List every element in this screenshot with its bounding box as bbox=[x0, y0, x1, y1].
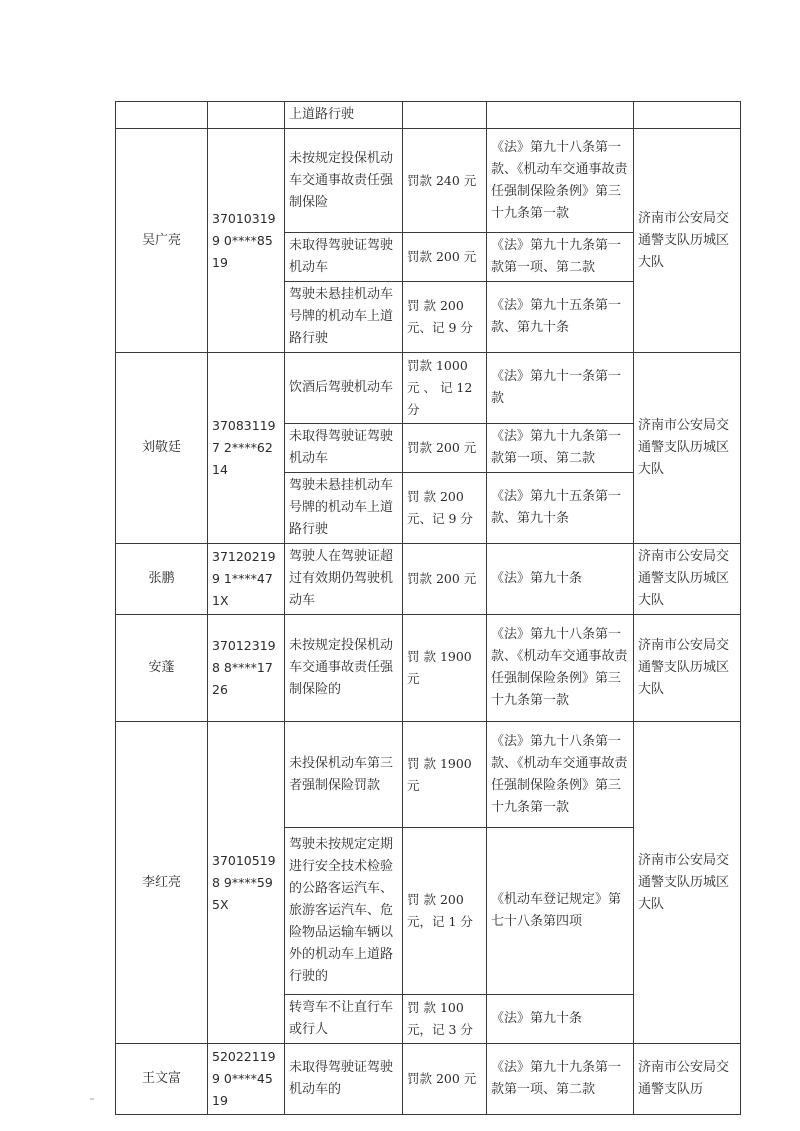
person-name: 张鹏 bbox=[116, 544, 208, 615]
penalty-cell: 罚款 200 元 bbox=[403, 544, 487, 615]
basis-cell: 《法》第九十一条第一款 bbox=[487, 353, 634, 424]
person-name: 王文富 bbox=[116, 1044, 208, 1115]
violation-cell: 驾驶未悬挂机动车号牌的机动车上道路行驶 bbox=[285, 282, 403, 353]
basis-cell: 《法》第九十五条第一款、第九十条 bbox=[487, 282, 634, 353]
table-row bbox=[116, 615, 741, 722]
penalty-cell: 罚 款 1900 元 bbox=[403, 615, 487, 722]
basis-cell: 《法》第九十条 bbox=[487, 544, 634, 615]
violation-table bbox=[115, 101, 741, 1115]
org-cell bbox=[634, 102, 741, 129]
person-name: 李红亮 bbox=[116, 722, 208, 1044]
person-name: 刘敬廷 bbox=[116, 353, 208, 544]
violation-cell: 驾驶人在驾驶证超过有效期仍驾驶机动车 bbox=[285, 544, 403, 615]
table-row bbox=[116, 353, 741, 424]
penalty-cell: 罚 款 200 元、记 9 分 bbox=[403, 282, 487, 353]
authority-cell: 济南市公安局交通警支队历城区大队 bbox=[634, 129, 741, 353]
id-number: 370105198 9****595X bbox=[208, 722, 285, 1044]
basis-cell: 《法》第九十九条第一款第一项、第二款 bbox=[487, 1044, 634, 1115]
penalty-cell: 罚 款 200 元，记 1 分 bbox=[403, 828, 487, 995]
authority-cell: 济南市公安局交通警支队历城区大队 bbox=[634, 615, 741, 722]
person-name: 吴广亮 bbox=[116, 129, 208, 353]
violation-cell: 驾驶未悬挂机动车号牌的机动车上道路行驶 bbox=[285, 473, 403, 544]
penalty-cell: 罚款 200 元 bbox=[403, 424, 487, 473]
penalty-cell: 罚款 1000 元 、 记 12 分 bbox=[403, 353, 487, 424]
table-row bbox=[116, 129, 741, 233]
violation-cell: 未投保机动车第三者强制保险罚款 bbox=[285, 722, 403, 828]
violation-cell: 未取得驾驶证驾驶机动车 bbox=[285, 233, 403, 282]
authority-cell: 济南市公安局交通警支队历 bbox=[634, 1044, 741, 1115]
violation-cell: 驾驶未按规定定期进行安全技术检验的公路客运汽车、旅游客运汽车、危险物品运输车辆以外的机动车上道路行驶的 bbox=[285, 828, 403, 995]
violation-cell: 未取得驾驶证驾驶机动车 bbox=[285, 424, 403, 473]
name-cell bbox=[116, 102, 208, 129]
authority-cell: 济南市公安局交通警支队历城区大队 bbox=[634, 353, 741, 544]
table-row bbox=[116, 1044, 741, 1115]
violation-cell: 饮酒后驾驶机动车 bbox=[285, 353, 403, 424]
basis-cell: 《法》第九十九条第一款第一项、第二款 bbox=[487, 424, 634, 473]
penalty-cell: 罚 款 100 元，记 3 分 bbox=[403, 995, 487, 1044]
id-number: 371202199 1****471X bbox=[208, 544, 285, 615]
basis-cell: 《机动车登记规定》第七十八条第四项 bbox=[487, 828, 634, 995]
person-name: 安蓬 bbox=[116, 615, 208, 722]
id-cell bbox=[208, 102, 285, 129]
basis-cell: 《法》第九十八条第一款、《机动车交通事故责任强制保险条例》第三十九条第一款 bbox=[487, 722, 634, 828]
authority-cell: 济南市公安局交通警支队历城区大队 bbox=[634, 544, 741, 615]
basis-cell: 《法》第九十八条第一款、《机动车交通事故责任强制保险条例》第三十九条第一款 bbox=[487, 129, 634, 233]
id-number: 370123198 8****1726 bbox=[208, 615, 285, 722]
basis-cell: 《法》第九十条 bbox=[487, 995, 634, 1044]
penalty-cell: 罚 款 1900 元 bbox=[403, 722, 487, 828]
violation-cell: 未按规定投保机动车交通事故责任强制保险的 bbox=[285, 615, 403, 722]
basis-cell bbox=[487, 102, 634, 129]
violation-cell: 转弯车不让直行车或行人 bbox=[285, 995, 403, 1044]
basis-cell: 《法》第九十五条第一款、第九十条 bbox=[487, 473, 634, 544]
table-row bbox=[116, 102, 741, 129]
violation-cell: 未取得驾驶证驾驶机动车的 bbox=[285, 1044, 403, 1115]
violation-cell: 上道路行驶 bbox=[285, 102, 403, 129]
table-row bbox=[116, 544, 741, 615]
table-row bbox=[116, 722, 741, 828]
basis-cell: 《法》第九十九条第一款第一项、第二款 bbox=[487, 233, 634, 282]
basis-cell: 《法》第九十八条第一款、《机动车交通事故责任强制保险条例》第三十九条第一款 bbox=[487, 615, 634, 722]
scan-speck bbox=[90, 1098, 94, 1100]
authority-cell: 济南市公安局交通警支队历城区大队 bbox=[634, 722, 741, 1044]
id-number: 370103199 0****8519 bbox=[208, 129, 285, 353]
penalty-cell: 罚 款 200 元、记 9 分 bbox=[403, 473, 487, 544]
penalty-cell: 罚款 240 元 bbox=[403, 129, 487, 233]
penalty-cell: 罚款 200 元 bbox=[403, 233, 487, 282]
id-number: 520221199 0****4519 bbox=[208, 1044, 285, 1115]
penalty-cell: 罚款 200 元 bbox=[403, 1044, 487, 1115]
id-number: 370831197 2****6214 bbox=[208, 353, 285, 544]
violation-cell: 未按规定投保机动车交通事故责任强制保险 bbox=[285, 129, 403, 233]
penalty-cell bbox=[403, 102, 487, 129]
